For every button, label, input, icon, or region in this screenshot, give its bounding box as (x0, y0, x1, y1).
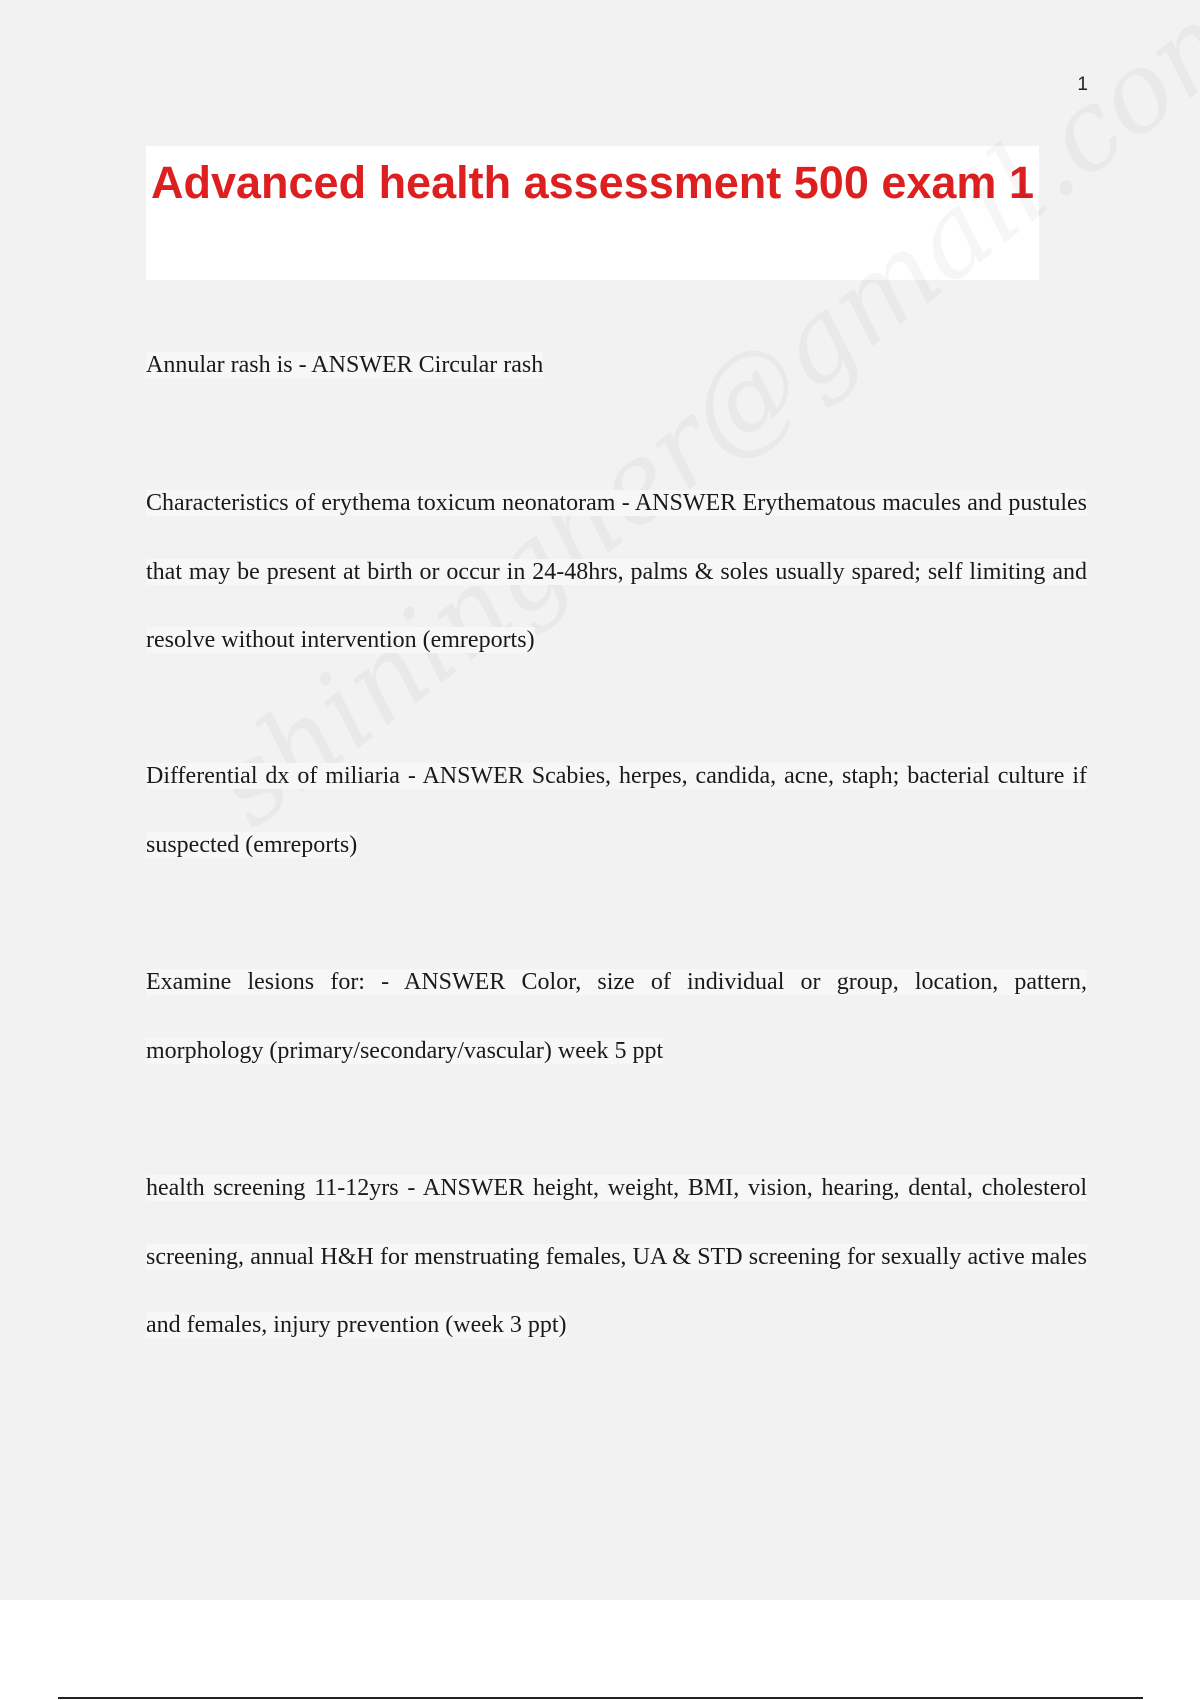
answer-text: Color, size of individual or group, location, pattern, morphology (primary/secondary/vascular) week 5 ppt (146, 969, 1088, 1064)
question-text: Annular rash is (146, 352, 293, 378)
answer-text: height, weight, BMI, vision, hearing, dental, cholesterol screening, annual H&H for menstruating females, UA & STD screening for sexually active males and females, injury prevention (week 3 ppt) (146, 1175, 1088, 1338)
qa-entry-erythema-toxicum (146, 469, 1087, 675)
answer-separator: - ANSWER (615, 490, 743, 516)
question-text: Characteristics of erythema toxicum neonatoram (146, 490, 616, 516)
qa-entry-health-screening (146, 1154, 1087, 1360)
footer-divider (58, 1697, 1143, 1699)
answer-text: Erythematous macules and pustules that may be present at birth or occur in 24-48hrs, palms & soles usually spared; self limiting and resolve without intervention (emreports) (146, 490, 1087, 653)
qa-entry-examine-lesions (146, 948, 1087, 1085)
answer-separator: - ANSWER (364, 969, 522, 995)
answer-separator: - ANSWER (398, 1175, 534, 1201)
page-number: 1 (1077, 74, 1088, 95)
question-text: Examine lesions for: (146, 969, 365, 995)
watermark (190, 0, 1200, 851)
answer-separator: - ANSWER (399, 763, 532, 789)
question-text: health screening 11-12yrs (146, 1175, 399, 1201)
document-title: Advanced health assessment 500 exam 1 (151, 157, 1034, 208)
answer-text: Circular rash (418, 352, 544, 378)
qa-entry-annular-rash (146, 331, 1087, 400)
question-text: Differential dx of miliaria (146, 763, 400, 789)
answer-text: Scabies, herpes, candida, acne, staph; bacterial culture if suspected (emreports) (146, 763, 1088, 858)
title-banner (146, 146, 1039, 280)
answer-separator: - ANSWER (292, 352, 419, 378)
qa-entry-miliaria (146, 742, 1087, 879)
